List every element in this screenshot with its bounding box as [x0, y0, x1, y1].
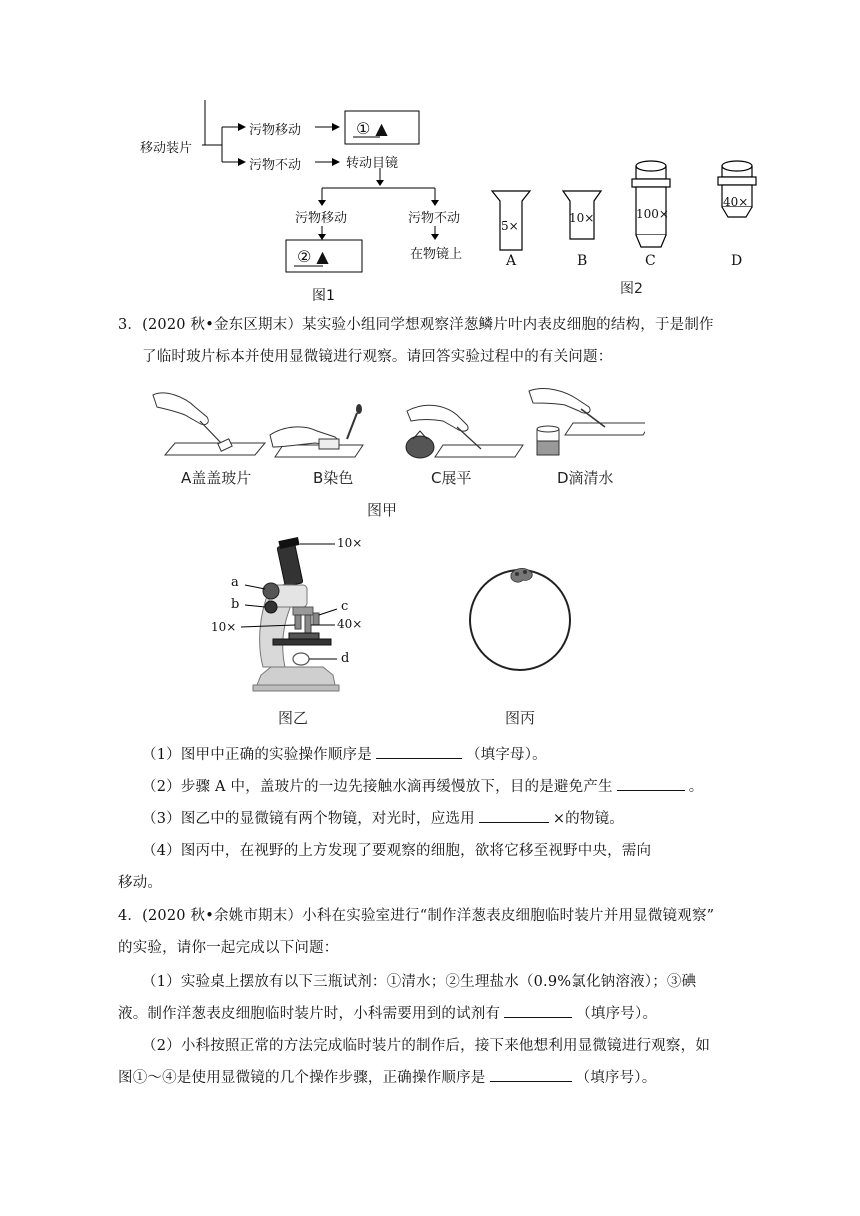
q3-sub3: （3）图乙中的显微镜有两个物镜，对光时，应选用 ×的物镜。 [142, 803, 722, 835]
figure-bing [465, 560, 585, 730]
q3-sub1: （1）图甲中正确的实验操作顺序是 （填字母）。 [142, 739, 722, 771]
q3-sub3-blank[interactable] [479, 808, 549, 823]
flow-rotate: 转动目镜 [346, 156, 399, 171]
flow-branch2: 污物不动 [249, 158, 302, 173]
q3-sub4-line1: （4）图丙中，在视野的上方发现了要观察的细胞，欲将它移至视野中央，需向 [142, 843, 652, 859]
flow-sub1: 污物移动 [295, 211, 348, 226]
lens-d-mag: 40× [723, 195, 749, 209]
flow-sub2: 污物不动 [408, 211, 461, 226]
figure-1 [140, 100, 480, 310]
figure-jia [145, 385, 645, 519]
label-eyepiece-mag: 10× [337, 536, 363, 550]
figure-bing-caption: 图丙 [505, 709, 536, 727]
figure-jia-caption: 图甲 [367, 501, 398, 519]
figure-yi [205, 535, 395, 730]
flow-start: 移动装片 [140, 141, 193, 156]
q3-sub2: （2）步骤 A 中，盖玻片的一边先接触水滴再缓慢放下，目的是避免产生 。 [142, 771, 762, 803]
lens-b-mag: 10× [569, 211, 595, 225]
q4-sub2-line1: （2）小科按照正常的方法完成临时装片的制作后，接下来他想利用显微镜进行观察，如 [142, 1038, 711, 1054]
flowchart-lines [140, 100, 480, 310]
lens-c-letter: C [645, 253, 656, 269]
q4-sub1-blank[interactable] [504, 1003, 572, 1018]
microscope-drawing [205, 535, 395, 695]
label-d: d [341, 651, 350, 666]
q4-sub2-blank[interactable] [490, 1067, 572, 1082]
flow-box2-text: ② ▲ [297, 247, 329, 266]
lens-b-letter: B [577, 253, 588, 269]
field-of-view [465, 560, 585, 680]
q4-sub1-line1: （1）实验桌上摆放有以下三瓶试剂：①清水；②生理盐水（0.9%氯化钠溶液）；③碘 [142, 974, 697, 990]
q3-sub2-blank[interactable] [617, 776, 685, 791]
label-a: a [231, 575, 239, 590]
flow-box1-text: ① ▲ [356, 119, 388, 138]
figure-2-caption: 图2 [620, 281, 643, 297]
figure-1-caption: 图1 [312, 288, 335, 304]
step-b-label: B染色 [313, 469, 354, 487]
q3-sub4-line2: 移动。 [118, 875, 163, 891]
figure-2 [485, 155, 775, 300]
q3-sub1-blank[interactable] [376, 744, 462, 759]
label-b: b [231, 597, 240, 612]
lens-a-letter: A [506, 253, 517, 269]
q3-intro-line2: 了临时玻片标本并使用显微镜进行观察。请回答实验过程中的有关问题： [142, 349, 613, 365]
step-d-label: D滴清水 [557, 469, 614, 487]
flow-result: 在物镜上 [410, 247, 463, 262]
label-c: c [341, 599, 349, 614]
step-c-label: C展平 [431, 469, 472, 487]
lens-d-letter: D [731, 253, 743, 269]
lens-c-mag: 100× [636, 207, 669, 221]
flow-branch1: 污物移动 [249, 123, 302, 138]
q4-intro-line2: 的实验，请你一起完成以下问题： [118, 940, 339, 956]
q4-sub1-line2: 液。制作洋葱表皮细胞临时装片时，小科需要用到的试剂有 （填序号）。 [118, 998, 738, 1030]
q4-intro-line1: 4．(2020 秋•余姚市期末）小科在实验室进行“制作洋葱表皮细胞临时装片并用显微镜观察” [118, 908, 715, 924]
step-sketches [145, 385, 645, 465]
step-a-label: A盖盖玻片 [181, 469, 252, 487]
label-obj10: 10× [211, 620, 237, 634]
q3-intro-line1: 3．(2020 秋•金东区期末）某实验小组同学想观察洋葱鳞片叶内表皮细胞的结构，于是制作 [118, 317, 714, 333]
label-obj40: 40× [337, 617, 363, 631]
q4-sub2-line2: 图①～④是使用显微镜的几个操作步骤，正确操作顺序是 （填序号）。 [118, 1062, 738, 1094]
figure-yi-caption: 图乙 [278, 709, 309, 727]
lens-a-mag: 5× [501, 219, 519, 233]
